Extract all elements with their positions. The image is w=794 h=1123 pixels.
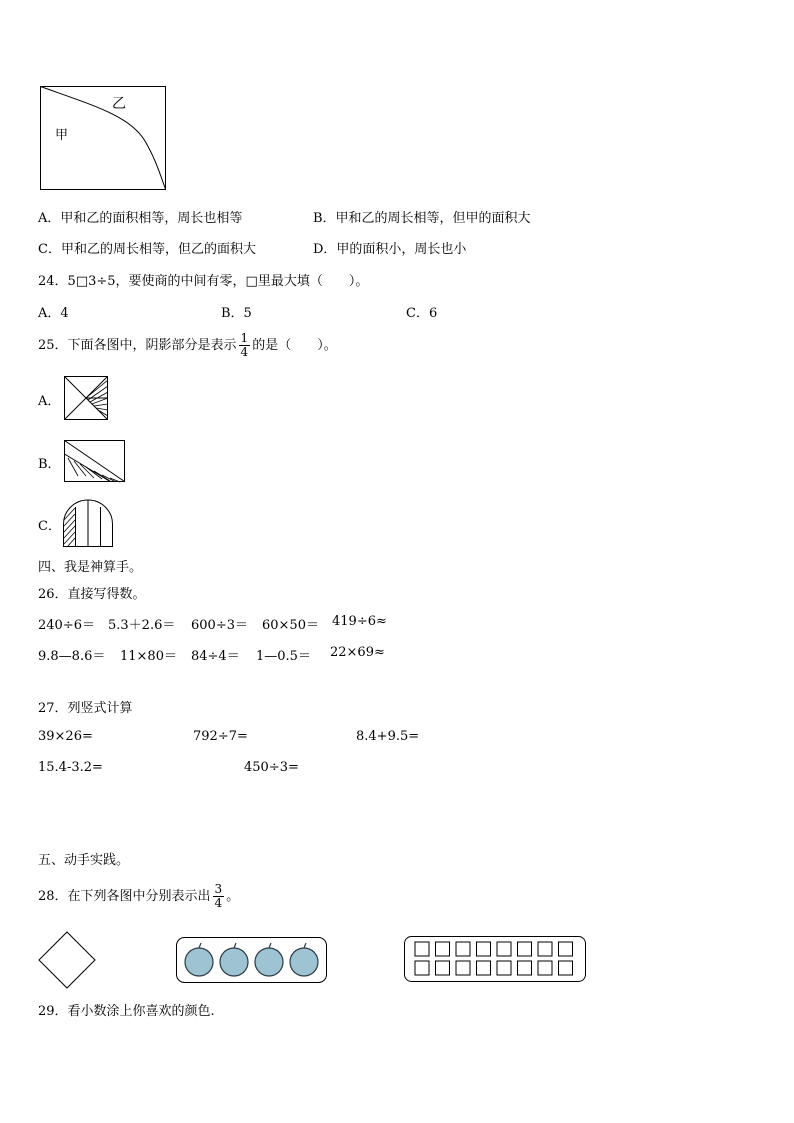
apple-icon[interactable] bbox=[220, 943, 248, 976]
q25-frac-den: 4 bbox=[240, 345, 249, 359]
q27-stem: 27．列竖式计算 bbox=[38, 701, 133, 716]
section4-title: 四、我是神算手。 bbox=[38, 560, 143, 575]
q26-r2-c3: 84÷4＝ bbox=[191, 649, 240, 664]
q28-frac-num: 3 bbox=[214, 882, 223, 896]
q26-r1-c4: 60×50＝ bbox=[262, 618, 319, 633]
grid-cell[interactable] bbox=[497, 961, 511, 975]
q23-option-b[interactable]: B．甲和乙的周长相等，但甲的面积大 bbox=[313, 211, 531, 226]
q26-r2-c4: 1—0.5＝ bbox=[256, 649, 311, 664]
q25-stem bbox=[38, 328, 337, 364]
grid-cell[interactable] bbox=[477, 942, 491, 956]
q28-frac-den: 4 bbox=[214, 896, 223, 910]
grid-cell[interactable] bbox=[518, 942, 532, 956]
q23-option-c[interactable]: C．甲和乙的周长相等，但乙的面积大 bbox=[38, 242, 256, 257]
q26-r1-c1: 240÷6＝ bbox=[38, 618, 95, 633]
q28-stem bbox=[38, 877, 239, 917]
q28-stem-after: 。 bbox=[226, 889, 240, 904]
grid-cell[interactable] bbox=[477, 961, 491, 975]
grid-cell[interactable] bbox=[538, 942, 552, 956]
q25-stem-before: 25．下面各图中，阴影部分是表示 bbox=[38, 338, 237, 353]
q25-figure-b[interactable] bbox=[64, 440, 125, 482]
grid-cell[interactable] bbox=[415, 942, 429, 956]
q23-label-yi: 乙 bbox=[112, 96, 126, 112]
apple-icon[interactable] bbox=[185, 943, 213, 976]
q23-option-a[interactable]: A．甲和乙的面积相等，周长也相等 bbox=[38, 211, 243, 226]
grid-cell[interactable] bbox=[415, 961, 429, 975]
q29-stem: 29．看小数涂上你喜欢的颜色. bbox=[38, 1004, 215, 1019]
q27-r1-c2: 792÷7= bbox=[193, 729, 248, 744]
grid-cell[interactable] bbox=[559, 942, 573, 956]
grid-cell[interactable] bbox=[538, 961, 552, 975]
q23-label-jia: 甲 bbox=[55, 128, 69, 143]
q25-fraction bbox=[239, 332, 251, 359]
q26-r1-c3: 600÷3＝ bbox=[191, 618, 248, 633]
q25-option-c-label[interactable]: C． bbox=[38, 519, 61, 534]
q26-r2-c2: 11×80＝ bbox=[120, 649, 177, 664]
q27-r2-c1: 15.4-3.2= bbox=[38, 760, 103, 775]
q27-r1-c3: 8.4+9.5= bbox=[356, 729, 420, 744]
q26-stem: 26．直接写得数。 bbox=[38, 587, 146, 602]
grid-cell[interactable] bbox=[436, 942, 450, 956]
q26-r2-c1: 9.8—8.6＝ bbox=[38, 649, 106, 664]
q24-option-b[interactable]: B．5 bbox=[221, 306, 252, 321]
apple-icon[interactable] bbox=[290, 943, 318, 976]
q27-r2-c2: 450÷3= bbox=[244, 760, 299, 775]
grid-cell[interactable] bbox=[497, 942, 511, 956]
q28-square-grid[interactable] bbox=[404, 936, 586, 982]
q26-r1-c5: 419÷6≈ bbox=[332, 614, 387, 629]
q24-option-a[interactable]: A．4 bbox=[38, 306, 69, 321]
q25-option-a-label[interactable]: A． bbox=[38, 394, 61, 409]
grid-cell[interactable] bbox=[436, 961, 450, 975]
q26-r1-c2: 5.3＋2.6＝ bbox=[108, 618, 176, 633]
section5-title: 五、动手实践。 bbox=[38, 853, 130, 868]
q26-r2-c5: 22×69≈ bbox=[330, 645, 385, 660]
grid-cell[interactable] bbox=[456, 942, 470, 956]
apple-icon[interactable] bbox=[255, 943, 283, 976]
q24-option-c[interactable]: C．6 bbox=[406, 306, 438, 321]
q25-stem-after: 的是（ ）。 bbox=[252, 338, 337, 353]
q25-option-b-label[interactable]: B． bbox=[38, 457, 61, 472]
q23-option-d[interactable]: D．甲的面积小，周长也小 bbox=[313, 242, 467, 257]
q28-fraction bbox=[213, 883, 225, 910]
q25-frac-num: 1 bbox=[240, 331, 249, 345]
q28-stem-before: 28．在下列各图中分别表示出 bbox=[38, 889, 211, 904]
grid-cell[interactable] bbox=[559, 961, 573, 975]
q25-figure-c[interactable] bbox=[63, 500, 113, 547]
q24-stem: 24．5□3÷5，要使商的中间有零，□里最大填（ ）。 bbox=[38, 274, 369, 289]
grid-cell[interactable] bbox=[518, 961, 532, 975]
q25-figure-a[interactable] bbox=[64, 376, 108, 420]
grid-cell[interactable] bbox=[456, 961, 470, 975]
q28-apple-box[interactable] bbox=[176, 937, 327, 983]
q27-r1-c1: 39×26= bbox=[38, 729, 93, 744]
q28-diamond[interactable] bbox=[38, 931, 96, 989]
